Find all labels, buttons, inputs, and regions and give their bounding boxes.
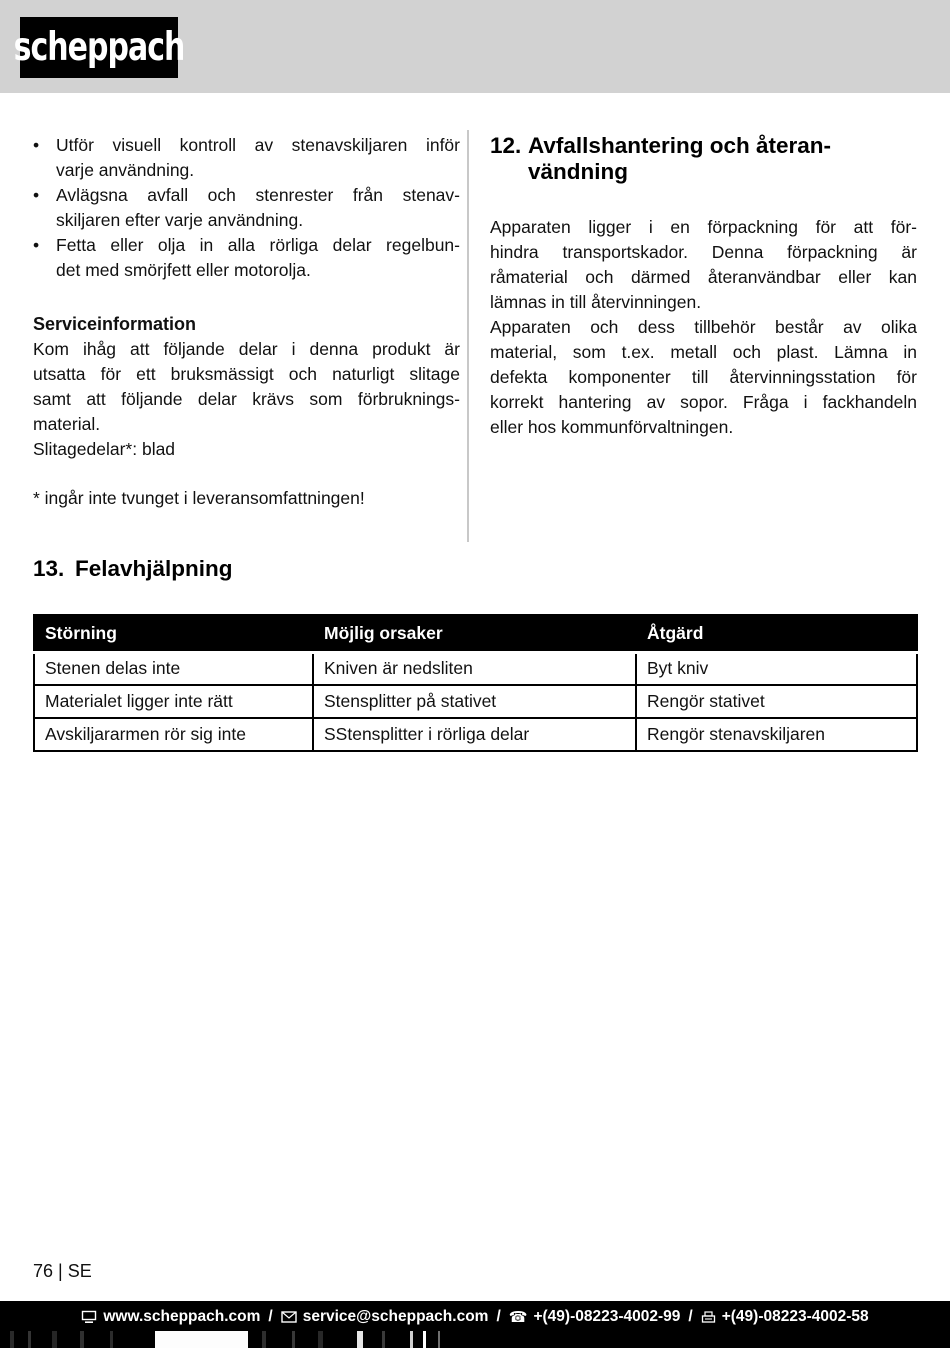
page-number: 76 | SE (33, 1261, 92, 1281)
bullet-text (56, 133, 460, 183)
fax-icon (701, 1311, 716, 1324)
barcode-sliver (438, 1331, 440, 1348)
table-row (34, 652, 917, 685)
bullet-item (33, 133, 460, 183)
separator: / (496, 1308, 501, 1325)
barcode-sliver (318, 1331, 323, 1348)
section-13-title: Felavhjälpning (75, 556, 233, 581)
text-line: defekta komponenter till återvinningsstation för (490, 367, 917, 387)
table-cell: Stenen delas inte (34, 652, 313, 685)
disposal-paragraph (490, 215, 917, 440)
text-line: Avfallshantering och återan- (528, 133, 831, 158)
bullet-marker: • (33, 235, 40, 255)
barcode-sliver (262, 1331, 266, 1348)
text-line: vändning (528, 159, 628, 184)
text-line: det med smörjfett eller motorolja. (56, 260, 311, 280)
table-cell: Stensplitter på stativet (313, 685, 636, 718)
text-line: Fetta eller olja in alla rörliga delar regelbun- (56, 235, 460, 255)
section-12-title (528, 133, 831, 185)
table-header-row (34, 615, 917, 652)
barcode-sliver (110, 1331, 113, 1348)
service-info-paragraph (33, 337, 460, 437)
table-row (34, 685, 917, 718)
text-line: utsatta för ett bruksmässigt och naturligt slitage (33, 364, 460, 384)
website-segment (81, 1308, 260, 1326)
table-header-cell: Störning (34, 615, 313, 652)
section-13-heading (33, 556, 233, 582)
barcode-sliver (292, 1331, 295, 1348)
header-band (0, 0, 950, 93)
section-12-heading (490, 133, 917, 185)
email-text: service@scheppach.com (302, 1308, 489, 1325)
section-13-number: 13. (33, 556, 65, 581)
table-header-cell: Åtgärd (636, 615, 917, 652)
barcode-sliver (52, 1331, 57, 1348)
scheppach-logo-text: scheppach (13, 24, 185, 71)
table-cell: Kniven är nedsliten (313, 652, 636, 685)
text-line: skiljaren efter varje användning. (56, 210, 304, 230)
table-cell: Materialet ligger inte rätt (34, 685, 313, 718)
barcode-sliver (155, 1331, 248, 1348)
text-line: material, som t.ex. metall och plast. Lämna in (490, 342, 917, 362)
text-line: korrekt hantering av sopor. Fråga i fackhandeln (490, 392, 917, 412)
left-column (33, 133, 460, 511)
bullet-marker: • (33, 185, 40, 205)
text-line: Avlägsna avfall och stenrester från stenav- (56, 185, 460, 205)
barcode-sliver (382, 1331, 385, 1348)
separator: / (268, 1308, 273, 1325)
table-header-cell: Möjlig orsaker (313, 615, 636, 652)
scope-of-delivery-footnote: * ingår inte tvunget i leveransomfattningen! (33, 488, 365, 508)
bullet-item (33, 183, 460, 233)
email-icon (281, 1311, 297, 1323)
barcode-sliver (423, 1331, 426, 1348)
text-line: eller hos kommunförvaltningen. (490, 417, 734, 437)
text-line: hindra transportskador. Denna förpackning är (490, 242, 917, 262)
bullet-item (33, 233, 460, 283)
service-info-heading: Serviceinformation (33, 314, 197, 334)
table-cell: Rengör stenavskiljaren (636, 718, 917, 751)
separator: / (688, 1308, 693, 1325)
fax-segment (701, 1308, 869, 1326)
text-line: lämnas in till återvinningen. (490, 292, 702, 312)
table-cell: Byt kniv (636, 652, 917, 685)
barcode-sliver (10, 1331, 14, 1348)
text-line: Kom ihåg att följande delar i denna produkt är (33, 339, 460, 359)
barcode-sliver (410, 1331, 413, 1348)
scheppach-logo (13, 17, 185, 78)
text-line: Apparaten och dess tillbehör består av olika (490, 317, 917, 337)
section-12-number: 12. (490, 133, 522, 158)
table-cell: SStensplitter i rörliga delar (313, 718, 636, 751)
website-text: www.scheppach.com (103, 1308, 261, 1325)
text-line: råmaterial och därmed återanvändbar eller kan (490, 267, 917, 287)
email-segment (281, 1308, 489, 1326)
right-column (490, 133, 917, 440)
maintenance-bullet-list (33, 133, 460, 283)
table-row (34, 718, 917, 751)
text-line: Apparaten ligger i en förpackning för att för- (490, 217, 917, 237)
phone-segment (509, 1308, 681, 1326)
barcode-sliver (80, 1331, 84, 1348)
text-line: material. (33, 414, 101, 434)
text-line: samt att följande delar krävs som förbruknings- (33, 389, 460, 409)
bullet-text (56, 183, 460, 233)
wear-parts-line: Slitagedelar*: blad (33, 439, 176, 459)
table-cell: Rengör stativet (636, 685, 917, 718)
text-line: Utför visuell kontroll av stenavskiljaren inför (56, 135, 460, 155)
phone-text: +(49)-08223-4002-99 (533, 1308, 681, 1325)
text-line: varje användning. (56, 160, 195, 180)
table-cell: Avskiljararmen rör sig inte (34, 718, 313, 751)
footer-bar (0, 1301, 950, 1348)
contact-line (0, 1308, 950, 1326)
bullet-marker: • (33, 135, 40, 155)
computer-icon (81, 1310, 97, 1324)
table-body (34, 652, 917, 751)
fax-text: +(49)-08223-4002-58 (721, 1308, 869, 1325)
troubleshooting-table (33, 614, 918, 752)
column-divider (467, 130, 469, 542)
barcode-sliver (357, 1331, 363, 1348)
bullet-text (56, 233, 460, 283)
barcode-sliver (28, 1331, 31, 1348)
phone-icon: ☎ (508, 1307, 528, 1326)
